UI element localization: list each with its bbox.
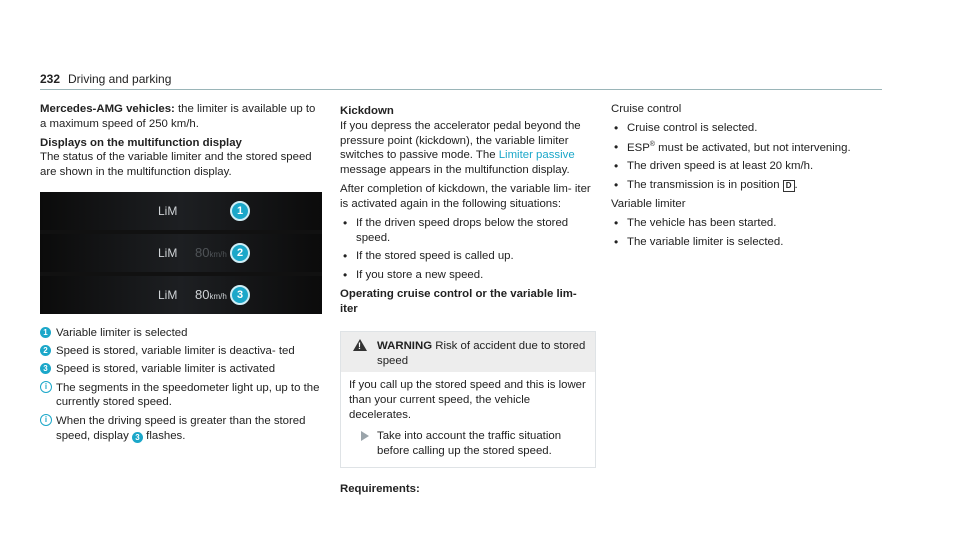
info-icon: i bbox=[40, 381, 52, 393]
intro-text: the limiter is available up to a maximum speed of 250 km/h. bbox=[40, 103, 316, 130]
requirements-heading: Requirements: bbox=[340, 482, 420, 495]
lim-label: LiM bbox=[158, 246, 178, 261]
list-item: • The driven speed is at least 20 km/h. bbox=[614, 159, 814, 174]
info-icon: i bbox=[40, 414, 52, 426]
callout-number: 3 bbox=[40, 363, 51, 374]
page-number: 232 bbox=[40, 72, 61, 86]
callout-number: 3 bbox=[132, 432, 143, 443]
info-note-1: i The segments in the speedometer light up, up to the currently stored speed. bbox=[40, 381, 322, 411]
list-item: • Cruise control is selected. bbox=[614, 120, 758, 135]
gear-d-icon: D bbox=[783, 180, 795, 192]
warning-header: ! WARNING Risk of accident due to stored speed bbox=[341, 332, 595, 373]
limiter-passive-message: Limiter passive bbox=[498, 149, 575, 162]
marker-3: 3 bbox=[230, 285, 250, 305]
list-item: • If the stored speed is called up. bbox=[343, 249, 514, 264]
warning-box bbox=[340, 331, 596, 468]
marker-2: 2 bbox=[230, 243, 250, 263]
display-strip-2 bbox=[40, 234, 322, 272]
intro-paragraph bbox=[40, 102, 322, 132]
lim-label: LiM bbox=[158, 288, 178, 303]
warning-triangle-icon: ! bbox=[353, 339, 367, 351]
display-text: The status of the variable limiter and the stored speed are shown in the multifunction display. bbox=[40, 151, 312, 179]
operating-heading: Operating cruise control or the variable lim- iter bbox=[340, 288, 577, 315]
list-item: • If the driven speed drops below the stored speed. bbox=[343, 215, 569, 244]
variable-limiter-title: Variable limiter bbox=[611, 197, 686, 210]
callout-number: 1 bbox=[40, 327, 51, 338]
display-strip-1 bbox=[40, 192, 322, 230]
info-note-2: i When the driving speed is greater than the stored speed, display 3 flashes. bbox=[40, 414, 322, 444]
stored-speed-lit: 80km/h bbox=[195, 287, 227, 303]
stored-speed-dim: 80km/h bbox=[195, 245, 227, 261]
list-item: • The vehicle has been started. bbox=[614, 215, 777, 230]
column-middle bbox=[340, 102, 596, 496]
section-title: Driving and parking bbox=[68, 72, 172, 86]
legend-item-3: 3 Speed is stored, variable limiter is activated bbox=[40, 362, 322, 377]
display-heading: Displays on the multifunction display bbox=[40, 136, 242, 149]
multifunction-display-image bbox=[40, 192, 322, 314]
callout-number: 2 bbox=[40, 345, 51, 356]
page-header bbox=[40, 72, 882, 90]
warning-action: Take into account the traffic situation before calling up the stored speed. bbox=[349, 429, 587, 459]
list-item: • The variable limiter is selected. bbox=[614, 234, 784, 249]
list-item: • The transmission is in position D . bbox=[614, 178, 798, 193]
column-right bbox=[611, 102, 879, 253]
warning-body: If you call up the stored speed and this is lower than your current speed, the vehicle decelerates. Take into account the traffic situation before calling up the stored speed. bbox=[349, 379, 586, 457]
marker-1: 1 bbox=[230, 201, 250, 221]
list-item: • If you store a new speed. bbox=[343, 268, 484, 283]
after-kickdown-text: After completion of kickdown, the variable lim- iter is activated again in the following situations: bbox=[340, 183, 591, 210]
legend-item-2: 2 Speed is stored, variable limiter is deactiva- ted bbox=[40, 344, 322, 359]
display-strip-3 bbox=[40, 276, 322, 314]
cruise-control-title: Cruise control bbox=[611, 103, 682, 115]
kickdown-heading: Kickdown bbox=[340, 105, 394, 117]
legend-item-1: 1 Variable limiter is selected bbox=[40, 326, 322, 341]
kickdown-text: If you depress the accelerator pedal beyond the pressure point (kickdown), the variable limiter switches to passive mode. The Limiter passive message appears in the multifunction display. bbox=[340, 119, 581, 177]
lim-label: LiM bbox=[158, 204, 178, 219]
list-item: • ESP® must be activated, but not intervening. bbox=[614, 139, 851, 154]
column-left bbox=[40, 102, 322, 447]
arrow-right-icon bbox=[361, 431, 369, 441]
intro-bold: Mercedes-AMG vehicles: bbox=[40, 103, 175, 115]
